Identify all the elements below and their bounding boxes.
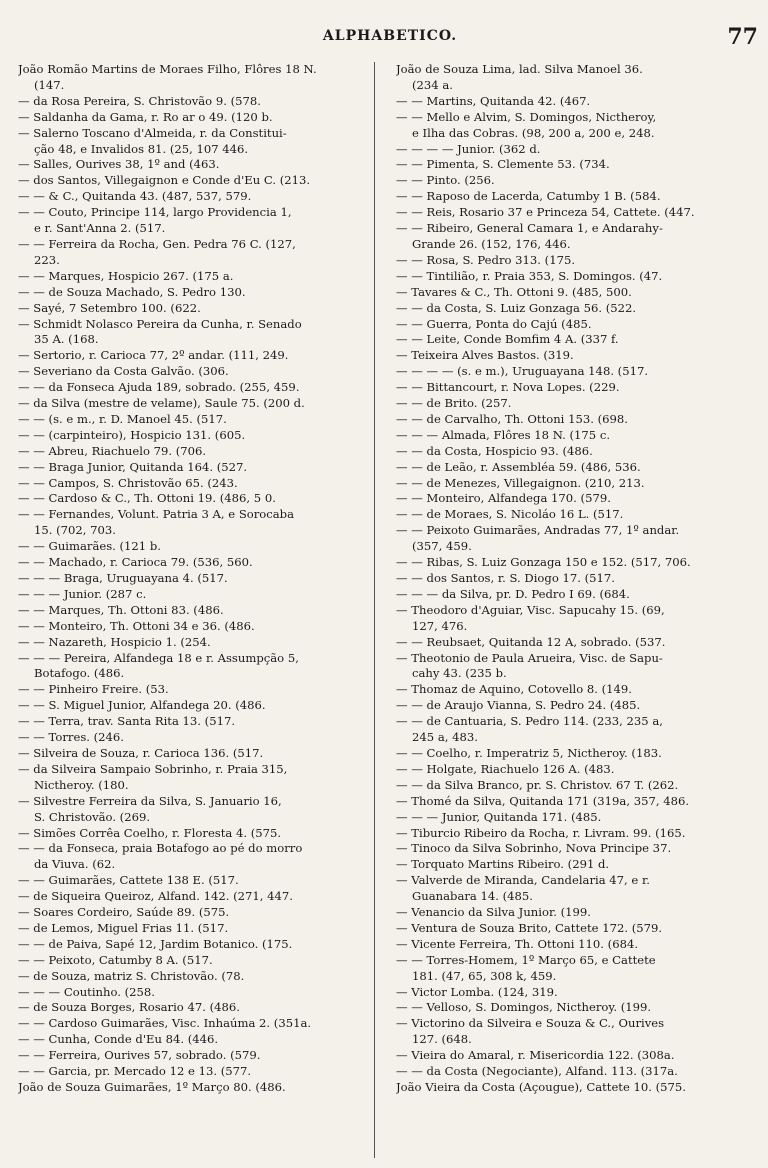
right-column-entry: — — da Silva Branco, pr. S. Christov. 67 T. (262. [396, 777, 679, 792]
left-column-entry: — de Siqueira Queiroz, Alfand. 142. (271, 447. [18, 889, 293, 904]
left-column-entry: — — Terra, trav. Santa Rita 13. (517. [18, 714, 236, 729]
left-column-entry: — — Cardoso Guimarães, Visc. Inhaúma 2. (351a. [18, 1016, 312, 1031]
right-column-entry: — — de Brito. (257. [396, 396, 512, 411]
left-column-entry-continuation: ção 48, e Invalidos 81. (25, 107 446. [34, 141, 249, 156]
right-column-entry-continuation: cahy 43. (235 b. [412, 666, 507, 681]
right-column-entry: — — Martins, Quitanda 42. (467. [396, 93, 591, 108]
left-column-entry: — — Machado, r. Carioca 79. (536, 560. [18, 555, 253, 570]
left-column-entry-continuation: S. Christovão. (269. [34, 809, 151, 824]
right-column-entry: — — Monteiro, Alfandega 170. (579. [396, 491, 611, 506]
left-column-entry: — Sayé, 7 Setembro 100. (622. [18, 300, 201, 315]
right-column-entry: — — — Almada, Flôres 18 N. (175 c. [396, 427, 611, 442]
left-column-entry: — de Souza Borges, Rosario 47. (486. [18, 1000, 240, 1015]
left-column-entry: — Silveira de Souza, r. Carioca 136. (517. [18, 745, 264, 760]
right-column-entry: — — Raposo de Lacerda, Catumby 1 B. (584. [396, 189, 661, 204]
left-column-entry: — — Peixoto, Catumby 8 A. (517. [18, 952, 213, 967]
right-column-entry: — — da Costa, Hospicio 93. (486. [396, 443, 593, 458]
right-column-entry: — — Peixoto Guimarães, Andradas 77, 1º andar. [396, 523, 680, 538]
right-column-entry: — — — da Silva, pr. D. Pedro I 69. (684. [396, 586, 630, 601]
left-column-entry: — — & C., Quitanda 43. (487, 537, 579. [18, 189, 252, 204]
left-column-entry: — — Torres. (246. [18, 730, 124, 745]
right-column-entry: — Tiburcio Ribeiro da Rocha, r. Livram. 99. (165. [396, 825, 686, 840]
right-column-entry: — Venancio da Silva Junior. (199. [396, 905, 591, 920]
left-column-entry: — da Rosa Pereira, S. Christovão 9. (578. [18, 93, 261, 108]
left-column-entry: — — Fernandes, Volunt. Patria 3 A, e Sorocaba [18, 507, 295, 522]
left-column-entry: — Soares Cordeiro, Saúde 89. (575. [18, 905, 230, 920]
left-column-entry: — Salles, Ourives 38, 1º and (463. [18, 157, 220, 172]
right-column-entry: — — de Moraes, S. Nicoláo 16 L. (517. [396, 507, 624, 522]
right-column-entry: — Theotonio de Paula Arueira, Visc. de Sapu- [396, 650, 663, 665]
left-column-entry: — — Ferreira da Rocha, Gen. Pedra 76 C. (127, [18, 236, 296, 251]
left-column-entry-continuation: da Viuva. (62. [34, 857, 116, 872]
right-column-entry: — — Tintilião, r. Praia 353, S. Domingos. (47. [396, 268, 663, 283]
left-column-entry: — Simões Corrêa Coelho, r. Floresta 4. (575. [18, 825, 282, 840]
right-column-entry: — Vieira do Amaral, r. Misericordia 122. (308a. [396, 1048, 675, 1063]
left-column-entry: — da Silveira Sampaio Sobrinho, r. Praia 315, [18, 761, 288, 776]
right-column-entry: — — Guerra, Ponta do Cajú (485. [396, 316, 592, 331]
right-column-entry: — — de Araujo Vianna, S. Pedro 24. (485. [396, 698, 641, 713]
right-column-entry: — — de Cantuaria, S. Pedro 114. (233, 235 a, [396, 714, 663, 729]
right-column-entry-continuation: e Ilha das Cobras. (98, 200 a, 200 e, 248. [412, 125, 655, 140]
right-column-entry: — Torquato Martins Ribeiro. (291 d. [396, 857, 610, 872]
page-title: ALPHABETICO. [322, 28, 458, 44]
left-column-entry: — — Garcia, pr. Mercado 12 e 13. (577. [18, 1064, 252, 1079]
left-column [18, 62, 388, 1096]
right-column-entry-continuation: Grande 26. (152, 176, 446. [412, 236, 571, 251]
left-column-entry: — — Cardoso & C., Th. Ottoni 19. (486, 5 0. [18, 491, 276, 506]
right-column-entry: — — Mello e Alvim, S. Domingos, Nictheroy, [396, 109, 657, 124]
right-column-entry: — — Holgate, Riachuelo 126 A. (483. [396, 761, 615, 776]
left-column-entry-continuation: (147. [34, 77, 65, 92]
right-column-entry: — — da Costa (Negociante), Alfand. 113. (317a. [396, 1064, 678, 1079]
left-column-entry: — — Guimarães, Cattete 138 E. (517. [18, 873, 239, 888]
right-column-entry: — — — Junior, Quitanda 171. (485. [396, 809, 602, 824]
right-column-entry: João de Souza Lima, lad. Silva Manoel 36. [396, 62, 643, 76]
left-column-entry: — — Nazareth, Hospicio 1. (254. [18, 634, 211, 649]
right-column-entry-continuation: 127, 476. [412, 618, 468, 633]
left-column-entry: — Sertorio, r. Carioca 77, 2º andar. (111, 249. [18, 348, 289, 363]
right-column-entry-continuation: (234 a. [412, 77, 453, 92]
right-column-entry: — — Torres-Homem, 1º Março 65, e Cattete [396, 952, 656, 967]
left-column-entry: — — Pinheiro Freire. (53. [18, 682, 169, 697]
column-divider [374, 62, 375, 1158]
left-column-entry: — — de Paiva, Sapé 12, Jardim Botanico. (175. [18, 936, 293, 951]
right-column-entry: — — Reis, Rosario 37 e Princeza 54, Cattete. (447. [396, 205, 695, 220]
left-column-entry-continuation: 35 A. (168. [34, 332, 99, 347]
left-column-entry-continuation: Nictheroy. (180. [34, 777, 129, 792]
right-column [396, 62, 766, 1096]
directory-columns [18, 62, 762, 1162]
directory-page [18, 0, 762, 1168]
right-column-entry: João Vieira da Costa (Açougue), Cattete 10. (575. [396, 1080, 686, 1094]
right-column-entry: — Valverde de Miranda, Candelaria 47, e r. [396, 873, 650, 888]
right-column-entry: — — da Costa, S. Luiz Gonzaga 56. (522. [396, 300, 637, 315]
left-column-entry: — — Marques, Th. Ottoni 83. (486. [18, 602, 224, 617]
left-column-entry: — — (s. e m., r. D. Manoel 45. (517. [18, 411, 227, 426]
right-column-entry: — — dos Santos, r. S. Diogo 17. (517. [396, 571, 615, 585]
left-column-entry-continuation: 223. [34, 252, 60, 267]
page-number: 77 [727, 24, 758, 50]
right-column-entry-continuation: 245 a, 483. [412, 730, 478, 745]
right-column-entry: — Thomé da Silva, Quitanda 171 (319a, 357, 486. [396, 793, 690, 808]
left-column-entry: — — Campos, S. Christovão 65. (243. [18, 475, 238, 490]
right-column-entry: — — Pinto. (256. [396, 173, 495, 188]
right-column-entry: — — Leite, Conde Bomfim 4 A. (337 f. [396, 332, 619, 347]
left-column-entry: — Severiano da Costa Galvão. (306. [18, 364, 229, 379]
left-column-entry-continuation: Botafogo. (486. [34, 666, 125, 681]
left-column-entry: — — Cunha, Conde d'Eu 84. (446. [18, 1032, 219, 1047]
left-column-entry: — — Couto, Principe 114, largo Providencia 1, [18, 205, 292, 220]
right-column-entry: — Tavares & C., Th. Ottoni 9. (485, 500. [396, 284, 632, 299]
left-column-entry: — — (carpinteiro), Hospicio 131. (605. [18, 427, 246, 442]
right-column-entry: — Thomaz de Aquino, Cotovello 8. (149. [396, 682, 632, 697]
right-column-entry: — — Bittancourt, r. Nova Lopes. (229. [396, 380, 620, 395]
right-column-entry: — Ventura de Souza Brito, Cattete 172. (579. [396, 920, 663, 935]
left-column-entry: — de Lemos, Miguel Frias 11. (517. [18, 920, 229, 935]
right-column-entry: — — — — Junior. (362 d. [396, 141, 541, 156]
left-column-entry: — — de Souza Machado, S. Pedro 130. [18, 284, 246, 299]
left-column-entry: — — Ferreira, Ourives 57, sobrado. (579. [18, 1048, 261, 1063]
left-column-entry-continuation: 15. (702, 703. [34, 523, 116, 538]
left-column-entry: — da Silva (mestre de velame), Saule 75. (200 d. [18, 396, 305, 411]
left-column-entry: — — — Coutinho. (258. [18, 984, 155, 999]
left-column-entry: — Schmidt Nolasco Pereira da Cunha, r. Senado [18, 316, 302, 331]
right-column-entry: — Victorino da Silveira e Souza & C., Ourives [396, 1016, 665, 1031]
page-header [18, 24, 762, 52]
left-column-entry: — — da Fonseca, praia Botafogo ao pé do morro [18, 841, 303, 856]
left-column-entry: — — da Fonseca Ajuda 189, sobrado. (255, 459. [18, 380, 300, 395]
left-column-entry: — Saldanha da Gama, r. Ro ar o 49. (120 b. [18, 109, 273, 124]
left-column-entry: — — — Pereira, Alfandega 18 e r. Assumpção 5, [18, 650, 299, 665]
right-column-entry: — — Rosa, S. Pedro 313. (175. [396, 252, 576, 267]
left-column-entry: — — — Junior. (287 c. [18, 586, 147, 601]
right-column-entry: — — Pimenta, S. Clemente 53. (734. [396, 157, 610, 172]
left-column-entry: — — Marques, Hospicio 267. (175 a. [18, 268, 234, 283]
right-column-entry: — Theodoro d'Aguiar, Visc. Sapucahy 15. (69, [396, 602, 665, 617]
right-column-entry: — — de Menezes, Villegaignon. (210, 213. [396, 475, 645, 490]
right-column-entry: — Tinoco da Silva Sobrinho, Nova Principe 37. [396, 841, 672, 856]
right-column-entry: — — Velloso, S. Domingos, Nictheroy. (199. [396, 1000, 652, 1015]
left-column-entry: — dos Santos, Villegaignon e Conde d'Eu C. (213. [18, 173, 311, 188]
left-column-entry: — — Abreu, Riachuelo 79. (706. [18, 443, 207, 458]
left-column-entry: — — — Braga, Uruguayana 4. (517. [18, 571, 228, 585]
left-column-entry-continuation: e r. Sant'Anna 2. (517. [34, 221, 166, 236]
left-column-entry: — — S. Miguel Junior, Alfandega 20. (486. [18, 698, 266, 713]
left-column-entry: — — Braga Junior, Quitanda 164. (527. [18, 459, 248, 474]
right-column-entry: — Teixeira Alves Bastos. (319. [396, 348, 574, 363]
right-column-entry: — — Ribeiro, General Camara 1, e Andarahy- [396, 221, 663, 236]
right-column-entry-continuation: 181. (47, 65, 308 k, 459. [412, 968, 557, 983]
left-column-entry: — — Monteiro, Th. Ottoni 34 e 36. (486. [18, 618, 255, 633]
left-column-entry: — Salerno Toscano d'Almeida, r. da Constitui- [18, 125, 287, 140]
right-column-entry: — — de Carvalho, Th. Ottoni 153. (698. [396, 411, 628, 426]
left-column-entry: — Silvestre Ferreira da Silva, S. Januario 16, [18, 793, 282, 808]
right-column-entry: — — Ribas, S. Luiz Gonzaga 150 e 152. (517, 706. [396, 555, 691, 570]
right-column-entry: — Victor Lomba. (124, 319. [396, 984, 558, 999]
left-column-entry: João Romão Martins de Moraes Filho, Flôres 18 N. [18, 62, 317, 76]
left-column-entry: — — Guimarães. (121 b. [18, 539, 161, 554]
right-column-entry-continuation: Guanabara 14. (485. [412, 889, 533, 904]
right-column-entry: — — de Leão, r. Assembléa 59. (486, 536. [396, 459, 641, 474]
right-column-entry-continuation: (357, 459. [412, 539, 472, 554]
right-column-entry: — — Coelho, r. Imperatriz 5, Nictheroy. (183. [396, 745, 662, 760]
right-column-entry-continuation: 127. (648. [412, 1032, 472, 1047]
right-column-entry: — — — — (s. e m.), Uruguayana 148. (517. [396, 364, 649, 379]
right-column-entry: — — Reubsaet, Quitanda 12 A, sobrado. (537. [396, 634, 666, 649]
left-column-entry: — de Souza, matriz S. Christovão. (78. [18, 968, 245, 983]
right-column-entry: — Vicente Ferreira, Th. Ottoni 110. (684. [396, 936, 639, 951]
left-column-entry: João de Souza Guimarães, 1º Março 80. (486. [18, 1080, 286, 1094]
